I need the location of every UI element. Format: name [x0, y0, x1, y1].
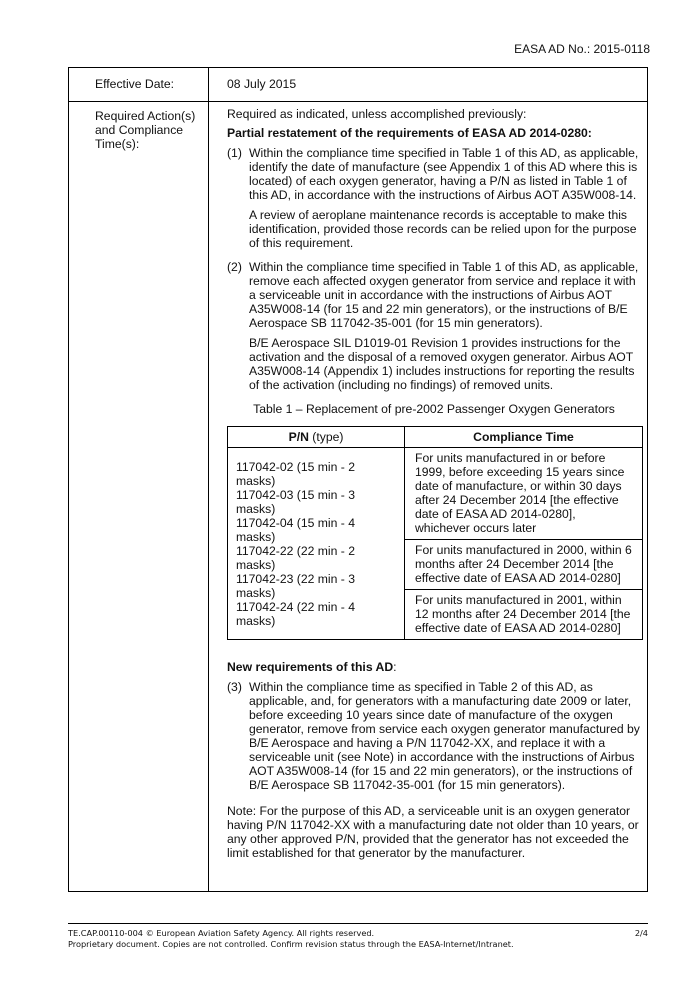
required-actions-label: Required Action(s) and Compliance Time(s):: [95, 109, 196, 151]
footer-divider: [68, 923, 648, 924]
ad-table-frame: [68, 67, 648, 892]
ad-number: EASA AD No.: 2015-0118: [514, 42, 650, 56]
requirement-item-3: [227, 680, 641, 792]
item-number: (3): [227, 680, 242, 694]
column-divider: [208, 68, 209, 891]
pn-entry: 117042-04 (15 min - 4 masks): [236, 515, 356, 544]
col-header-compliance: Compliance Time: [405, 427, 643, 448]
page-number: 2/4: [634, 928, 648, 938]
item-text: Within the compliance time specified in Table 1 of this AD, as applicable, identify the date of manufacture (see Appendix 1 of this AD where this is located) of each oxygen generator, having a P/N as listed in Table 1 of this AD, in accordance with the instructions of Airbus AOT A35W008-14.: [249, 146, 639, 202]
item-1-note: A review of aeroplane maintenance records is acceptable to make this identification, provided those records can be relied upon for the purpose of this requirement.: [249, 208, 637, 250]
footer-copyright: TE.CAP.00110-004 © European Aviation Safety Agency. All rights reserved.: [68, 928, 375, 938]
serviceable-unit-note: Note: For the purpose of this AD, a serviceable unit is an oxygen generator having P/N 117042-XX with a manufacturing date not older than 10 years, or any other approved P/N, provided that the generator has not exceeded the limit established for that generator by the manufacturer.: [227, 804, 639, 860]
footer-proprietary: Proprietary document. Copies are not controlled. Confirm revision status through the EASA-Internet/Intranet.: [68, 939, 514, 949]
row-divider: [69, 101, 647, 102]
footer: [68, 928, 648, 950]
effective-date-label: Effective Date:: [95, 77, 175, 91]
item-2-note: B/E Aerospace SIL D1019-01 Revision 1 provides instructions for the activation and the disposal of a removed oxygen generator. Airbus AOT A35W008-14 (Appendix 1) includes instructions for reporting the results of the activation (including no findings) of removed units.: [249, 336, 635, 392]
item-number: (1): [227, 146, 242, 160]
requirement-item-2: [227, 260, 641, 330]
col-header-pn: P/N (type): [228, 427, 405, 448]
required-actions-body: [227, 107, 641, 860]
pn-entry: 117042-03 (15 min - 3 masks): [236, 487, 356, 516]
item-text: Within the compliance time specified in Table 1 of this AD, as applicable, remove each affected oxygen generator from service and replace it with a serviceable unit in accordance with the instructions of Airbus AOT A35W008-14 (for 15 and 22 min generators), or the instructions of B/E Aerospace SB 117042-35-001 (for 15 min generators).: [249, 260, 639, 330]
pn-entry: 117042-02 (15 min - 2 masks): [236, 459, 356, 488]
pn-entry: 117042-23 (22 min - 3 masks): [236, 571, 356, 600]
pn-entry: 117042-22 (22 min - 2 masks): [236, 543, 356, 572]
new-requirements-heading: New requirements of this AD:: [227, 660, 397, 674]
compliance-time-cell: For units manufactured in 2000, within 6 months after 24 December 2014 [the effective date of EASA AD 2014-0280]: [405, 540, 643, 590]
effective-date-value: 08 July 2015: [227, 77, 297, 91]
intro-text: Required as indicated, unless accomplished previously:: [227, 107, 527, 121]
pn-entry: 117042-24 (22 min - 4 masks): [236, 599, 356, 628]
restatement-heading: Partial restatement of the requirements of EASA AD 2014-0280:: [227, 126, 592, 140]
requirement-item-1: [227, 146, 641, 202]
replacement-table: [227, 426, 643, 640]
pn-list-cell: [228, 448, 405, 640]
table-caption: Table 1 – Replacement of pre-2002 Passenger Oxygen Generators: [253, 402, 615, 416]
item-text: Within the compliance time as specified in Table 2 of this AD, as applicable, and, for generators with a manufacturing date 2009 or later, before exceeding 10 years since date of manufacture of the oxygen generator, remove from service each oxygen generator manufactured by B/E Aerospace and having a P/N 117042-XX, and replace it with a serviceable unit (see Note) in accordance with the instructions of Airbus AOT A35W008-14 (for 15 and 22 min generators), or the instructions of B/E Aerospace SB 117042-35-001 (for 15 min generators).: [249, 680, 640, 792]
compliance-time-cell: For units manufactured in 2001, within 12 months after 24 December 2014 [the effective date of EASA AD 2014-0280]: [405, 590, 643, 640]
compliance-time-cell: For units manufactured in or before 1999, before exceeding 15 years since date of manufacture, or within 30 days after 24 December 2014 [the effective date of EASA AD 2014-0280], whichever occurs later: [405, 448, 643, 540]
item-number: (2): [227, 260, 242, 274]
